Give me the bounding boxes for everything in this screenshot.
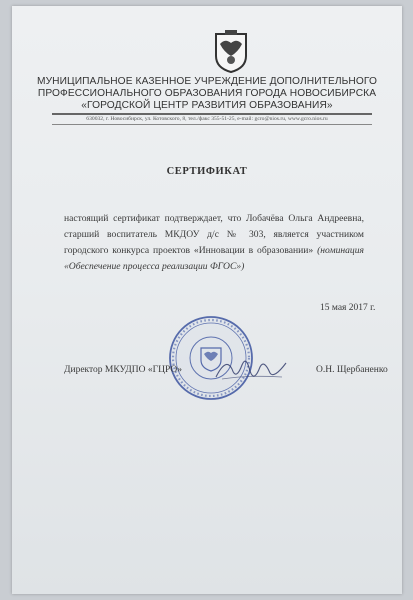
certificate-title: СЕРТИФИКАТ [166, 166, 248, 177]
signer-name: О.Н. Щербаненко [316, 365, 388, 375]
signature [212, 351, 290, 385]
nomination-text: (номинация «Обеспечение процесса реализации ФГОС») [64, 245, 364, 272]
certificate-body-text: настоящий сертификат подтверждает, что Лобачёва Ольга Андреевна, старший воспитатель МКДОУ д/с № 303, является участником городского конкурса проектов «Инновации в образовании» [64, 213, 364, 256]
organization-name-line-3: «ГОРОДСКОЙ ЦЕНТР РАЗВИТИЯ ОБРАЗОВАНИЯ» [81, 100, 333, 111]
header-divider-bottom [52, 124, 372, 125]
coat-of-arms-icon [210, 30, 252, 74]
certificate-body [64, 211, 364, 275]
organization-name-line-2: ПРОФЕССИОНАЛЬНОГО ОБРАЗОВАНИЯ ГОРОДА НОВОСИБИРСКА [37, 88, 377, 99]
organization-name-line-1: МУНИЦИПАЛЬНОЕ КАЗЕННОЕ УЧРЕЖДЕНИЕ ДОПОЛНИТЕЛЬНОГО [37, 76, 377, 87]
organization-contacts: 630032, г. Новосибирск, ул. Котовского, 8, тел./факс 355-51-25, e-mail: gcro@nios.ru, www.gcro.nios.ru [86, 116, 328, 122]
certificate-date: 15 мая 2017 г. [320, 303, 376, 313]
certificate-sheet [12, 6, 402, 594]
signer-title: Директор МКУДПО «ГЦРО» [64, 365, 182, 375]
